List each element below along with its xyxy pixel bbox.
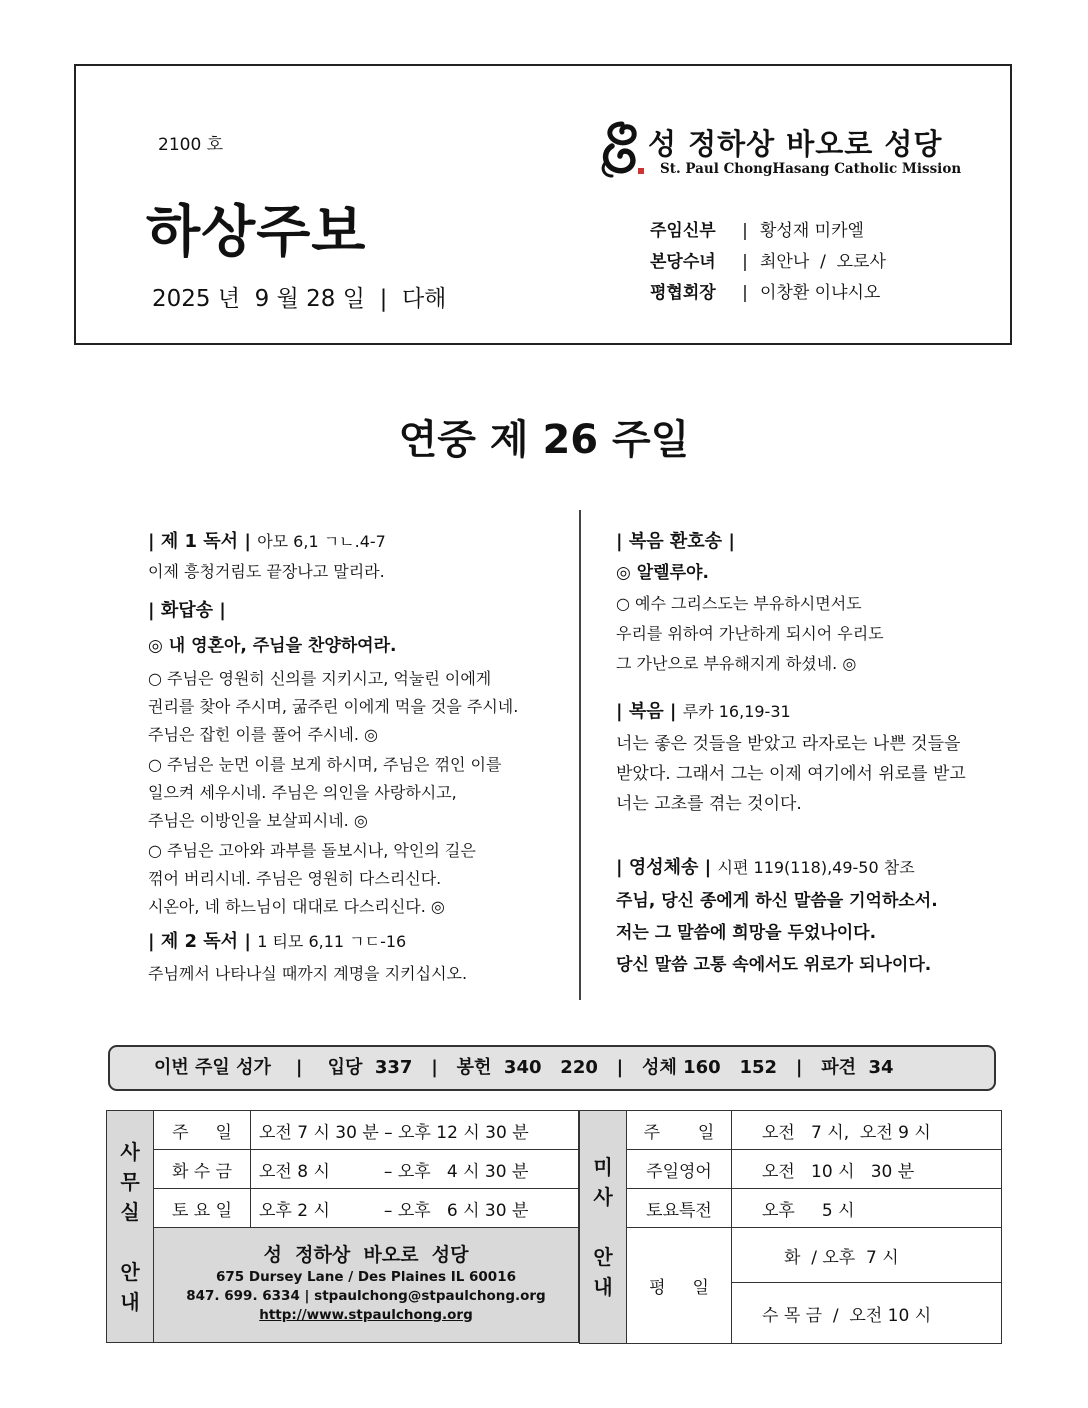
mass-label-char: 안 <box>593 1245 613 1269</box>
office-label <box>107 1111 154 1343</box>
mass-label <box>580 1111 627 1344</box>
mass-label-char: 미 <box>593 1155 613 1179</box>
psalm-refrain: ◎ 내 영혼아, 주님을 찬양하여라. <box>148 636 397 656</box>
column-divider <box>579 510 581 1000</box>
office-label-char: 사 <box>120 1139 140 1164</box>
bulletin-title: 하상주보 <box>146 200 367 265</box>
reading1-label: | 제 1 독서 | <box>148 531 251 552</box>
church-logo-icon <box>596 118 648 180</box>
psalm-line: ○ 주님은 눈먼 이를 보게 하시며, 주님은 꺾인 이를 <box>148 755 502 774</box>
mass-time: 오후 5 시 <box>732 1189 1002 1228</box>
alleluia-line: 그 가난으로 부유해지게 하셨네. ◎ <box>616 654 857 673</box>
mass-times-table <box>579 1110 1002 1344</box>
mass-weekday-label: 평 일 <box>627 1228 732 1344</box>
gospel-text <box>616 729 1016 819</box>
psalm-line: 주님은 이방인을 보살피시네. ◎ <box>148 811 368 830</box>
left-column <box>148 527 568 989</box>
address-street: 675 Dursey Lane / Des Plaines IL 60016 <box>215 1268 516 1285</box>
bulletin-date: 2025 년 9 월 28 일 | 다해 <box>152 286 447 312</box>
communion-heading <box>616 851 1016 885</box>
staff-name: 최안나 / 오로사 <box>760 252 886 272</box>
gospel-line: 받았다. 그래서 그는 이제 여기에서 위로를 받고 <box>616 764 966 784</box>
staff-role: 평협회장 <box>650 283 716 303</box>
gospel-heading <box>616 695 1016 729</box>
staff-row: 주임신부 | 황성재 미카엘 <box>650 216 886 247</box>
psalm-line: 주님은 잡힌 이를 풀어 주시네. ◎ <box>148 725 378 744</box>
communion-line: 주님, 당신 종에게 하신 말씀을 기억하소서. <box>616 891 938 911</box>
alleluia-verses <box>616 589 1016 679</box>
reading2-heading <box>148 925 568 959</box>
psalm-label: | 화답송 | <box>148 600 226 621</box>
address-church-name: 성 정하상 바오로 성당 <box>263 1243 469 1266</box>
office-day: 화 수 금 <box>154 1150 251 1189</box>
mass-weekday-time: 수 목 금 / 오전 10 시 <box>732 1283 1002 1344</box>
gospel-label: | 복음 | <box>616 701 677 722</box>
mass-time: 오전 7 시, 오전 9 시 <box>732 1111 1002 1150</box>
staff-name: 황성재 미카엘 <box>760 221 864 241</box>
mass-day: 토요특전 <box>627 1189 732 1228</box>
gospel-ref: 루카 16,19-31 <box>682 702 791 721</box>
gospel-line: 너는 좋은 것들을 받았고 라자로는 나쁜 것들을 <box>616 734 961 754</box>
reading2-ref: 1 티모 6,11 ㄱㄷ-16 <box>257 932 407 951</box>
staff-name: 이창환 이냐시오 <box>760 283 881 303</box>
staff-list <box>650 216 886 309</box>
website-link[interactable]: http://www.stpaulchong.org <box>259 1306 473 1323</box>
office-day: 토 요 일 <box>154 1189 251 1228</box>
communion-line: 당신 말씀 고통 속에서도 위로가 되나이다. <box>616 955 932 975</box>
church-name-korean: 성 정하상 바오로 성당 <box>648 127 943 161</box>
psalm-line: 시온아, 네 하느님이 대대로 다스리신다. ◎ <box>148 897 445 916</box>
reading1-text: 이제 흥청거림도 끝장나고 말리라. <box>148 562 385 581</box>
office-time: 오전 8 시 – 오후 4 시 30 분 <box>251 1150 579 1189</box>
psalm-line: ○ 주님은 고아와 과부를 돌보시나, 악인의 길은 <box>148 841 476 860</box>
hymn-numbers-bar: 이번 주일 성가 | 입당 337 | 봉헌 340 220 | 성체 160 152 | 파견 34 <box>108 1045 996 1091</box>
church-name-english: St. Paul ChongHasang Catholic Mission <box>660 161 962 177</box>
alleluia-label: | 복음 환호송 | <box>616 531 735 552</box>
office-hours-table <box>106 1110 579 1343</box>
psalm-line: ○ 주님은 영원히 신의를 지키시고, 억눌린 이에게 <box>148 669 492 688</box>
office-time: 오전 7 시 30 분 – 오후 12 시 30 분 <box>251 1111 579 1150</box>
psalm-verses <box>148 665 568 921</box>
issue-number: 2100 호 <box>158 135 224 155</box>
office-time: 오후 2 시 – 오후 6 시 30 분 <box>251 1189 579 1228</box>
psalm-line: 꺾어 버리시네. 주님은 영원히 다스리신다. <box>148 869 442 888</box>
gospel-line: 너는 고초를 겪는 것이다. <box>616 794 802 814</box>
communion-line: 저는 그 말씀에 희망을 두었나이다. <box>616 923 877 943</box>
mass-label-char: 내 <box>593 1275 613 1299</box>
office-label-char: 무 <box>120 1169 140 1194</box>
office-label-char: 실 <box>120 1199 140 1224</box>
reading2-label: | 제 2 독서 | <box>148 931 251 952</box>
office-label-char: 내 <box>120 1289 140 1314</box>
alleluia-line: 우리를 위하여 가난하게 되시어 우리도 <box>616 624 884 643</box>
alleluia-refrain: ◎ 알렐루야. <box>616 563 709 583</box>
office-day: 주 일 <box>154 1111 251 1150</box>
address-contact[interactable]: 847. 699. 6334 | stpaulchong@stpaulchong.org <box>186 1287 546 1304</box>
psalm-line: 권리를 찾아 주시며, 굶주린 이에게 먹을 것을 주시네. <box>148 697 519 716</box>
communion-text <box>616 885 1016 981</box>
right-column <box>616 527 1016 981</box>
staff-role: 주임신부 <box>650 221 716 241</box>
alleluia-line: ○ 예수 그리스도는 부유하시면서도 <box>616 594 862 613</box>
reading1-heading <box>148 527 568 557</box>
mass-label-char: 사 <box>593 1185 613 1209</box>
psalm-line: 일으켜 세우시네. 주님은 의인을 사랑하시고, <box>148 783 457 802</box>
communion-label: | 영성체송 | <box>616 857 712 878</box>
communion-ref: 시편 119(118),49-50 참조 <box>717 858 915 877</box>
mass-day: 주일영어 <box>627 1150 732 1189</box>
reading2-text: 주님께서 나타나실 때까지 계명을 지키십시오. <box>148 964 468 983</box>
office-label-char: 안 <box>120 1259 140 1284</box>
mass-time: 오전 10 시 30 분 <box>732 1150 1002 1189</box>
mass-weekday-time: 화 / 오후 7 시 <box>732 1228 1002 1283</box>
sunday-title: 연중 제 26 주일 <box>398 417 690 463</box>
staff-row: 본당수녀 | 최안나 / 오로사 <box>650 247 886 278</box>
reading1-ref: 아모 6,1 ㄱㄴ.4-7 <box>257 532 386 551</box>
staff-role: 본당수녀 <box>650 252 716 272</box>
mass-day: 주 일 <box>627 1111 732 1150</box>
staff-row: 평협회장 | 이창환 이냐시오 <box>650 278 886 309</box>
church-address <box>154 1228 579 1343</box>
